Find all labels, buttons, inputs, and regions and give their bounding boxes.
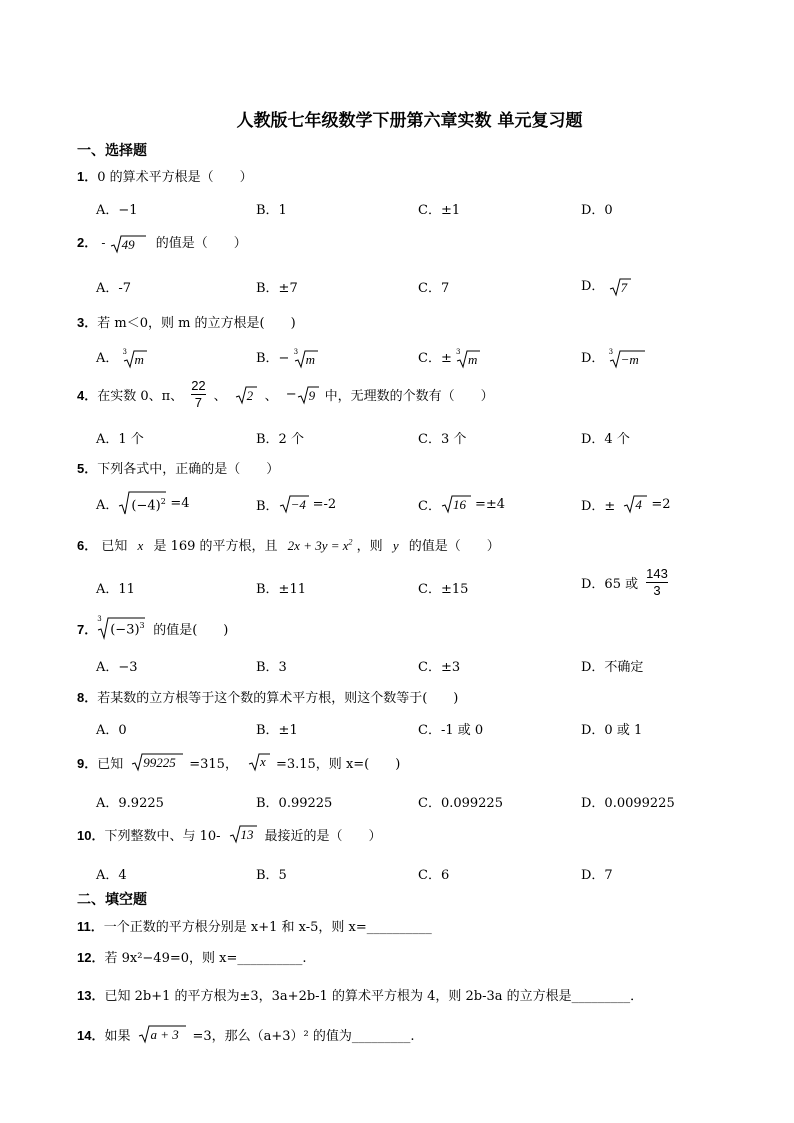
minus-sign: − bbox=[285, 387, 297, 402]
question-text: 的值是（ ） bbox=[155, 236, 247, 251]
option-label: B．− bbox=[256, 351, 290, 366]
numerator: 22 bbox=[191, 378, 206, 393]
cube-root-expression bbox=[609, 349, 645, 369]
question-text: =3.15，则 x=( ) bbox=[275, 756, 401, 772]
square-root-expression bbox=[279, 494, 309, 514]
question-number: 7． bbox=[77, 621, 98, 637]
square-root-expression bbox=[441, 494, 471, 514]
question-text: 在实数 0、π、 bbox=[97, 389, 184, 404]
radical-sign-icon bbox=[248, 752, 270, 772]
square-root-expression bbox=[131, 752, 183, 772]
option-b bbox=[256, 494, 336, 514]
equation: $2x + 3y = x^2$ bbox=[287, 537, 353, 553]
option-label: D．± bbox=[581, 498, 616, 514]
radicand: −4 bbox=[290, 497, 306, 512]
question-text: 中，无理数的个数有（ ） bbox=[324, 389, 494, 404]
radicand: 9 bbox=[308, 387, 316, 403]
question-text: 已知 2b+1 的平方根为±3，3a+2b-1 的算术平方根为 4，则 2b-3a 的立方根是_________． bbox=[104, 989, 644, 1004]
option-c bbox=[418, 347, 480, 369]
cube-root-expression bbox=[294, 349, 318, 369]
option-a: A．−3 bbox=[96, 660, 138, 675]
radicand: $(-3)^3$ bbox=[110, 621, 145, 638]
question-text: 下列各式中，正确的是（ ） bbox=[97, 462, 280, 477]
square-root-expression bbox=[110, 234, 146, 254]
minus-sign: - bbox=[101, 236, 106, 250]
question-10 bbox=[77, 824, 382, 844]
page-title: 人教版七年级数学下册第六章实数 单元复习题 bbox=[236, 111, 583, 131]
question-text: 的值是（ ） bbox=[408, 539, 500, 554]
square-root-expression bbox=[229, 824, 257, 844]
question-number: 4． bbox=[77, 388, 98, 403]
option-a: A．1 个 bbox=[96, 432, 144, 447]
question-text: =3，那么（a+3）² 的值为_________. bbox=[192, 1028, 415, 1044]
question-text: 若 9x²−49=0，则 x=__________. bbox=[104, 951, 307, 966]
radicand: a + 3 bbox=[150, 1027, 179, 1042]
radicand: 99225 bbox=[143, 755, 176, 770]
option-label: D． bbox=[581, 279, 605, 294]
option-d: D．4 个 bbox=[581, 432, 630, 447]
option-d bbox=[581, 275, 631, 297]
option-b: B．±7 bbox=[256, 281, 298, 296]
option-b: B．0.99225 bbox=[256, 796, 333, 811]
option-b: B．±11 bbox=[256, 582, 306, 597]
radicand: −m bbox=[620, 351, 639, 367]
denominator: 3 bbox=[653, 583, 661, 598]
radicand: m bbox=[134, 351, 144, 367]
root-index: 3 bbox=[455, 347, 461, 356]
question-text: 已知 bbox=[97, 756, 124, 772]
option-c: C．±15 bbox=[418, 582, 469, 597]
option-d: D．7 bbox=[581, 868, 613, 883]
option-d bbox=[581, 347, 645, 369]
square-root-expression bbox=[297, 385, 319, 405]
question-text: 若某数的立方根等于这个数的算术平方根，则这个数等于( ) bbox=[97, 691, 459, 706]
square-root-expression bbox=[118, 490, 166, 516]
option-a: A．11 bbox=[96, 582, 135, 597]
question-number: 12． bbox=[77, 950, 105, 965]
option-b: B．2 个 bbox=[256, 432, 304, 447]
question-1 bbox=[77, 166, 253, 185]
option-label: C． bbox=[418, 498, 441, 514]
question-number: 8． bbox=[77, 690, 98, 705]
radical-sign-icon bbox=[609, 277, 631, 297]
question-6 bbox=[77, 535, 500, 554]
equals-value: =2 bbox=[651, 496, 671, 512]
equals-value: =4 bbox=[170, 495, 190, 511]
question-text: =315， bbox=[189, 756, 238, 772]
option-d: D．0 或 1 bbox=[581, 723, 643, 738]
root-index: 3 bbox=[608, 347, 614, 356]
denominator: 7 bbox=[194, 395, 203, 410]
option-label: C．± bbox=[418, 351, 452, 366]
question-number: 5． bbox=[77, 461, 98, 476]
separator: 、 bbox=[264, 389, 278, 404]
question-12 bbox=[77, 947, 307, 966]
square-root-expression bbox=[138, 1024, 186, 1044]
radicand: 49 bbox=[121, 236, 135, 252]
option-a: A．9.9225 bbox=[96, 796, 164, 811]
question-text: 0 的算术平方根是（ ） bbox=[97, 170, 253, 185]
equals-value: =-2 bbox=[312, 496, 337, 512]
option-b: B．5 bbox=[256, 868, 287, 883]
option-c: C．3 个 bbox=[418, 432, 467, 447]
question-text: 下列整数中、与 10- bbox=[104, 828, 221, 844]
radicand: 2 bbox=[246, 387, 254, 403]
option-label: D． bbox=[581, 351, 605, 366]
question-number: 2． bbox=[77, 235, 98, 250]
question-number: 1． bbox=[77, 169, 98, 184]
option-b: B．±1 bbox=[256, 723, 298, 738]
equals-value: =±4 bbox=[474, 496, 506, 512]
option-d bbox=[581, 494, 671, 514]
option-c: C．6 bbox=[418, 868, 450, 883]
option-b: B．1 bbox=[256, 203, 287, 218]
variable-x: x bbox=[137, 538, 144, 553]
question-14 bbox=[77, 1024, 415, 1044]
radicand: x bbox=[259, 754, 266, 769]
radicand: m bbox=[305, 351, 315, 367]
separator: 、 bbox=[213, 389, 227, 404]
question-number: 10． bbox=[77, 827, 105, 843]
option-d: D．0 bbox=[581, 203, 613, 218]
question-number: 9． bbox=[77, 755, 98, 771]
cube-root-expression bbox=[97, 616, 145, 640]
question-5 bbox=[77, 458, 279, 477]
question-text: 最接近的是（ ） bbox=[264, 828, 382, 844]
question-number: 13． bbox=[77, 988, 105, 1003]
option-b: B．3 bbox=[256, 660, 287, 675]
numerator: 143 bbox=[646, 566, 668, 581]
root-index: 3 bbox=[97, 615, 102, 623]
radicand: 13 bbox=[240, 827, 254, 842]
square-root-expression bbox=[623, 494, 647, 514]
square-root-expression bbox=[248, 752, 270, 772]
option-c: C．-1 或 0 bbox=[418, 723, 484, 738]
radicand: 7 bbox=[620, 279, 628, 295]
option-label: A． bbox=[96, 351, 119, 366]
section-heading-fill-in: 二、填空题 bbox=[77, 892, 147, 908]
question-13 bbox=[77, 985, 643, 1004]
root-index: 3 bbox=[293, 347, 299, 356]
question-9 bbox=[77, 752, 400, 772]
fraction-143-3 bbox=[646, 566, 668, 599]
option-label: A． bbox=[96, 497, 119, 513]
option-a: A．4 bbox=[96, 868, 127, 883]
option-a bbox=[96, 490, 190, 516]
option-a: A．-7 bbox=[96, 281, 132, 296]
question-2 bbox=[77, 232, 247, 254]
cube-root-expression bbox=[123, 349, 147, 369]
question-11 bbox=[77, 916, 432, 935]
option-c: C．±1 bbox=[418, 203, 461, 218]
question-8 bbox=[77, 687, 458, 706]
question-3 bbox=[77, 312, 296, 331]
radicand: 4 bbox=[635, 497, 642, 512]
question-text: 如果 bbox=[104, 1028, 131, 1044]
option-a bbox=[96, 347, 147, 369]
option-d: D．0.0099225 bbox=[581, 796, 675, 811]
option-d bbox=[581, 566, 668, 599]
option-label: D．65 或 bbox=[581, 577, 639, 592]
section-heading-choice: 一、选择题 bbox=[77, 143, 147, 159]
question-text: 已知 bbox=[101, 539, 128, 554]
option-d: D．不确定 bbox=[581, 660, 644, 675]
square-root-expression bbox=[609, 277, 631, 297]
question-number: 14． bbox=[77, 1027, 105, 1043]
question-text: 的值是( ) bbox=[153, 622, 229, 638]
cube-root-expression bbox=[456, 349, 480, 369]
question-text: 一个正数的平方根分别是 x+1 和 x-5，则 x=__________ bbox=[103, 920, 432, 935]
question-text: 若 m＜0，则 m 的立方根是( ) bbox=[97, 316, 296, 331]
square-root-expression bbox=[235, 385, 257, 405]
radicand: m bbox=[467, 351, 478, 367]
root-index: 3 bbox=[122, 347, 127, 356]
option-c: C．0.099225 bbox=[418, 796, 503, 811]
question-4 bbox=[77, 378, 494, 411]
question-7 bbox=[77, 616, 228, 640]
option-c bbox=[418, 494, 505, 514]
question-number: 11． bbox=[77, 919, 104, 934]
option-a: A．−1 bbox=[96, 203, 138, 218]
question-number: 3． bbox=[77, 315, 98, 330]
option-c: C．±3 bbox=[418, 660, 461, 675]
radicand: $(-4)^2$ bbox=[131, 497, 166, 514]
fraction-22-7 bbox=[191, 378, 205, 411]
option-c: C．7 bbox=[418, 281, 450, 296]
variable-y: y bbox=[392, 538, 399, 553]
radical-sign-icon bbox=[235, 385, 257, 405]
question-number: 6． bbox=[77, 538, 98, 553]
question-text: 是 169 的平方根，且 bbox=[153, 539, 278, 554]
question-text: ，则 bbox=[356, 539, 383, 554]
option-b bbox=[256, 347, 318, 369]
option-a: A．0 bbox=[96, 723, 127, 738]
radical-sign-icon bbox=[297, 385, 319, 405]
radicand: 16 bbox=[452, 497, 466, 512]
option-label: B． bbox=[256, 498, 279, 514]
